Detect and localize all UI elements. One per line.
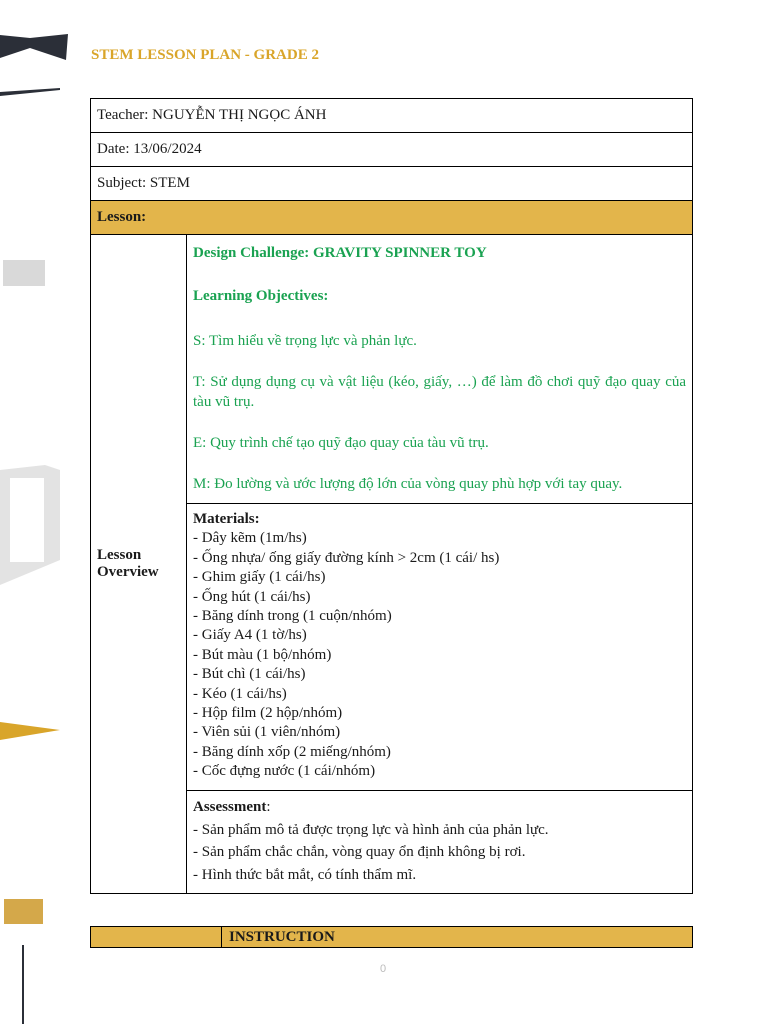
subject-row xyxy=(91,167,693,201)
material-item: - Ống nhựa/ ống giấy đường kính > 2cm (1 cái/ hs) xyxy=(193,549,500,566)
instruction-header-row xyxy=(91,927,693,948)
lesson-overview-label-line1: Lesson xyxy=(97,547,142,564)
objective-engineering: E: Quy trình chế tạo quỹ đạo quay của tàu vũ trụ. xyxy=(193,435,489,451)
material-item: - Bút màu (1 bộ/nhóm) xyxy=(193,646,332,663)
assessment-item: - Hình thức bắt mắt, có tính thẩm mĩ. xyxy=(193,866,417,883)
teacher-cell: Teacher: NGUYỄN THỊ NGỌC ÁNH xyxy=(91,99,693,133)
material-item: - Cốc đựng nước (1 cái/nhóm) xyxy=(193,763,376,780)
material-item: - Hộp film (2 hộp/nhóm) xyxy=(193,705,343,722)
assessment-cell xyxy=(187,791,693,894)
instruction-table xyxy=(90,926,693,948)
objective-science: S: Tìm hiểu về trọng lực và phản lực. xyxy=(193,333,417,349)
objective-technology: T: Sử dụng dụng cụ và vật liệu (kéo, giấy, …) để làm đồ chơi quỹ đạo quay của tàu vũ trụ. xyxy=(193,374,687,410)
deco-dark-vertical-line xyxy=(22,945,24,1024)
materials-cell xyxy=(187,504,693,791)
material-item: - Băng dính xốp (2 miếng/nhóm) xyxy=(193,743,391,760)
learning-objectives-heading: Learning Objectives: xyxy=(193,288,329,304)
material-item: - Dây kẽm (1m/hs) xyxy=(193,530,307,547)
assessment-item: - Sản phẩm mô tả được trọng lực và hình ảnh của phản lực. xyxy=(193,821,549,838)
design-challenge-cell xyxy=(187,235,693,504)
deco-gold-wedge xyxy=(0,722,60,740)
page-number: 0 xyxy=(380,963,387,975)
teacher-row xyxy=(91,99,693,133)
document-title: STEM LESSON PLAN - GRADE 2 xyxy=(91,47,319,63)
instruction-heading: INSTRUCTION xyxy=(222,927,693,948)
deco-dark-line xyxy=(0,88,60,96)
assessment-colon: : xyxy=(266,799,271,815)
material-item: - Băng dính trong (1 cuộn/nhóm) xyxy=(193,608,392,625)
material-item: - Viên sủi (1 viên/nhóm) xyxy=(193,724,341,741)
assessment-item: - Sản phẩm chắc chắn, vòng quay ổn định không bị rơi. xyxy=(193,844,526,861)
material-item: - Kéo (1 cái/hs) xyxy=(193,685,287,702)
overview-row-design xyxy=(91,235,693,504)
design-challenge-title: Design Challenge: GRAVITY SPINNER TOY xyxy=(193,245,487,261)
lesson-overview-label xyxy=(91,235,187,894)
deco-white-block xyxy=(10,478,44,562)
material-item: - Ống hút (1 cái/hs) xyxy=(193,588,311,605)
subject-cell: Subject: STEM xyxy=(91,167,693,201)
material-item: - Giấy A4 (1 tờ/hs) xyxy=(193,627,307,644)
deco-grey-block xyxy=(3,260,45,286)
date-cell: Date: 13/06/2024 xyxy=(91,133,693,167)
instruction-empty-cell xyxy=(91,927,222,948)
lesson-overview-label-line2: Overview xyxy=(97,564,159,581)
lesson-row xyxy=(91,201,693,235)
materials-heading: Materials: xyxy=(193,511,260,527)
objective-math: M: Đo lường và ước lượng độ lớn của vòng quay phù hợp với tay quay. xyxy=(193,476,623,492)
decorative-margin-shapes xyxy=(0,0,70,1024)
lesson-plan-table xyxy=(90,98,693,894)
date-row xyxy=(91,133,693,167)
deco-dark-wedge-top xyxy=(0,34,68,60)
lesson-cell: Lesson: xyxy=(91,201,693,235)
material-item: - Ghim giấy (1 cái/hs) xyxy=(193,569,326,586)
material-item: - Bút chì (1 cái/hs) xyxy=(193,666,306,683)
assessment-heading: Assessment xyxy=(193,799,267,815)
deco-gold-block xyxy=(4,899,43,924)
assessment-heading-line xyxy=(193,796,686,819)
